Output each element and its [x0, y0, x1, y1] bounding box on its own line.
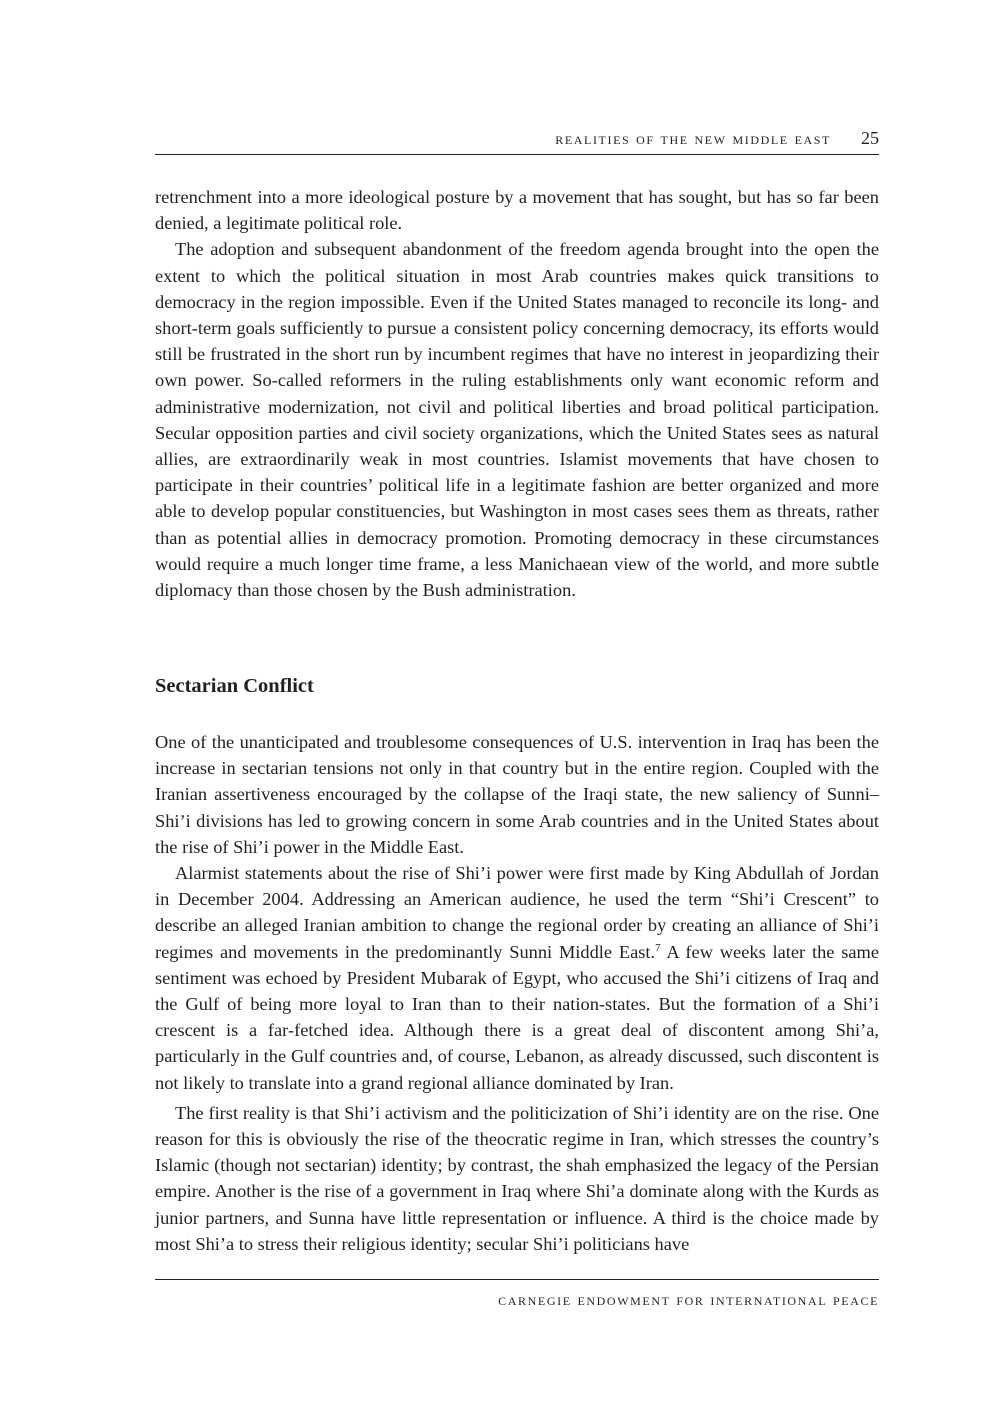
paragraph-shii-crescent [155, 860, 879, 1096]
running-header [155, 127, 879, 155]
paragraph-sectarian-intro: One of the unanticipated and troublesome consequences of U.S. intervention in Iraq has been the increase in sectarian tensions not only in that country but in the entire region. Coupled with the Iranian assertiveness encouraged by the collapse of the Iraqi state, the new saliency of Sunni–Shi’i divisions has led to growing concern in some Arab countries and in the United States about the rise of Shi’i power in the Middle East. [155, 732, 879, 857]
page-footer [155, 1279, 879, 1309]
paragraph-shii-crescent-part-a: Alarmist statements about the rise of Shi’i power were first made by King Abdullah of Jordan in December 2004. Addressing an American audience, he used the term “Shi’i Crescent” to describe an alleged Iranian ambition to change the regional order by creating an alliance of Shi’i regimes and movements in the predominantly Sunni Middle East. [155, 863, 879, 962]
paragraph-freedom-agenda: The adoption and subsequent abandonment of the freedom agenda brought into the open the extent to which the political situation in most Arab countries makes quick transitions to democracy in the region impossible. Even if the United States managed to reconcile its long- and short-term goals sufficiently to pursue a consistent policy concerning democracy, its efforts would still be frustrated in the short run by incumbent regimes that have no interest in jeopardizing their own power. So-called reformers in the ruling establishments only want economic reform and administrative modernization, not civil and political liberties and broad political participation. Secular opposition parties and civil society organizations, which the United States sees as natural allies, are extraordinarily weak in most countries. Islamist movements that have chosen to participate in their countries’ political life in a legitimate fashion are better organized and more able to develop popular constituencies, but Washington in most cases sees them as threats, rather than as potential allies in democracy promotion. Promoting democracy in these circumstances would require a much longer time frame, a less Manichaean view of the world, and more subtle diplomacy than those chosen by the Bush administration. [155, 239, 879, 601]
section-heading: Sectarian Conflict [155, 675, 314, 697]
footer-organization: carnegie endowment for international peace [498, 1290, 879, 1309]
body-text-section [155, 729, 879, 1257]
paragraph-shii-crescent-part-b: A few weeks later the same sentiment was echoed by President Mubarak of Egypt, who accused the Shi’i citizens of Iraq and the Gulf of being more loyal to Iran than to their nation-states. But the formation of a Shi’i crescent is a far-fetched idea. Although there is a great deal of discontent among Shi’a, particularly in the Gulf countries and, of course, Lebanon, as already discussed, such discontent is not likely to translate into a grand regional alliance dominated by Iran. [155, 941, 879, 1093]
footnote-marker[interactable]: 7 [655, 941, 661, 954]
paragraph-first-reality: The first reality is that Shi’i activism and the politicization of Shi’i identity are on the rise. One reason for this is obviously the rise of the theocratic regime in Iran, which stresses the country’s Islamic (though not sectarian) identity; by contrast, the shah emphasized the legacy of the Persian empire. Another is the rise of a government in Iraq where Shi’a dominate along with the Kurds as junior partners, and Sunna have little representation or influence. A third is the choice made by most Shi’a to stress their religious identity; secular Shi’i politicians have [155, 1102, 879, 1254]
body-text-top [155, 184, 879, 603]
running-title: realities of the new middle east [555, 129, 831, 148]
page-number: 25 [861, 128, 879, 148]
paragraph-continued: retrenchment into a more ideological posture by a movement that has sought, but has so far been denied, a legitimate political role. [155, 187, 879, 234]
